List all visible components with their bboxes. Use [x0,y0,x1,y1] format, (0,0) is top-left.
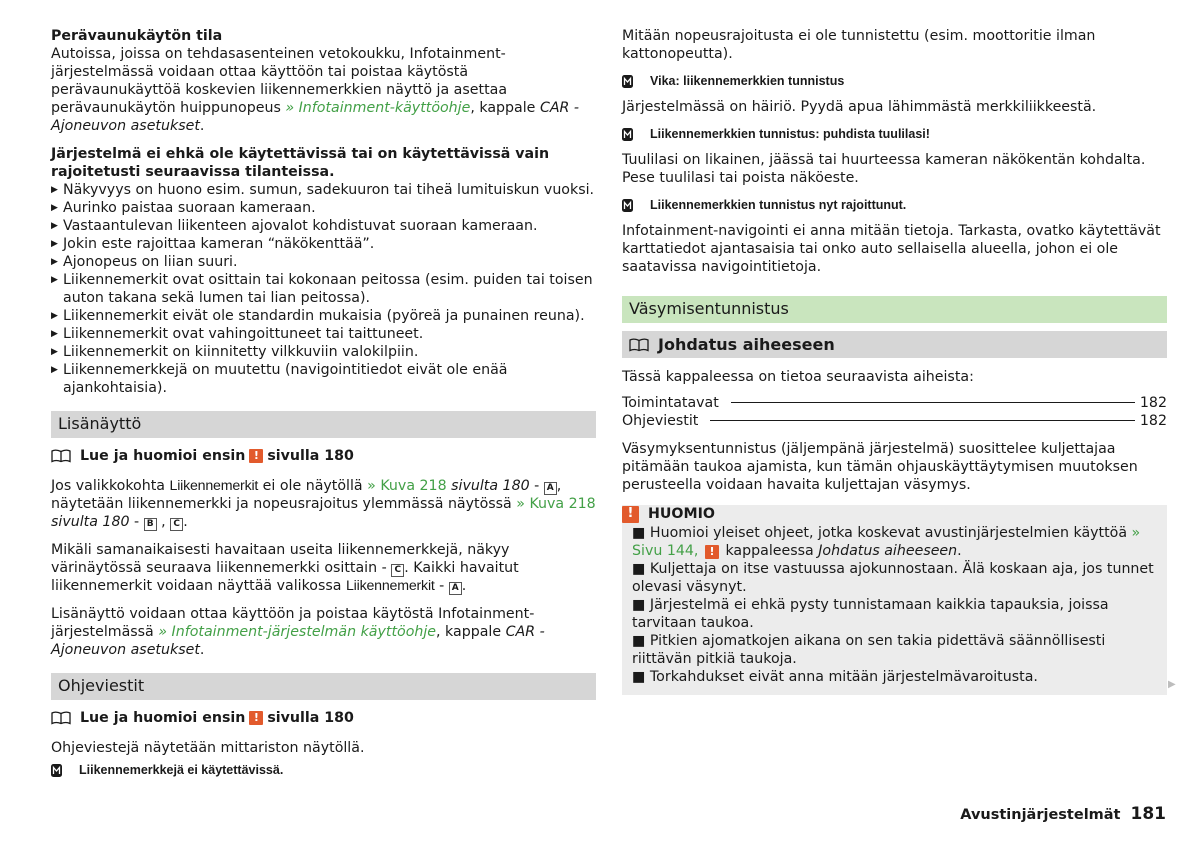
list-item: ▶ Jokin este rajoittaa kameran “näkökenttää”. [51,235,596,253]
infotainment-manual-link[interactable]: » Infotainment-käyttöohje [285,100,471,116]
callout-c: C [170,518,183,531]
list-item: ▶ Liikennemerkit eivät ole standardin mukaisia (pyöreä ja punainen reuna). [51,307,596,325]
callout-a: A [449,582,462,595]
list-item: ▶ Liikennemerkit on kiinnitetty vilkkuviin valokilpiin. [51,343,596,361]
toc-entry[interactable]: Toimintatavat 182 [622,395,1167,411]
fatigue-body: Väsymyksentunnistus (jäljempänä järjestelmä) suosittelee kuljettajaa pitämään taukoa ajamista, kun tämän ohjauskäyttäytymisen muutoksen perusteella voidaan havaita kuljettajan väsymys. [622,441,1138,493]
figure-218-link[interactable]: » Kuva 218 [367,478,447,494]
section-heading-ohjeviestit: Ohjeviestit [51,673,596,700]
left-column [51,27,596,787]
fault-text: Järjestelmässä on häiriö. Pyydä apua lähimmästä merkkiliikkeestä. [622,99,1097,115]
section-heading-lisanaytto: Lisänäyttö [51,411,596,438]
clean-windscreen-text: Tuulilasi on likainen, jäässä tai huurteessa kameran näkökentän kohdalta. Pese tuulilasi tai poista näköeste. [622,152,1146,186]
list-item: ▶ Ajonopeus on liian suuri. [51,253,596,271]
right-column [622,27,1167,695]
trailer-mode-body: Autoissa, joissa on tehdasasenteinen vetokoukku, Infotainment-järjestelmässä voidaan ottaa käyttöön tai poistaa käytöstä perävaunukäyttöä koskevien liikennemerkkien näyttö ja asettaa perävaunukäytön huippunopeus » Infotainment-käyttöohje, kappale CAR - Ajoneuvon asetukset. [51,46,580,134]
intro-text: Tässä kappaleessa on tietoa seuraavista aiheista: [622,369,974,385]
page-number: 181 [1130,804,1166,824]
toc-entry[interactable]: Ohjeviestit 182 [622,413,1167,429]
instrument-message-icon [51,764,62,777]
warning-note [622,505,1167,695]
book-icon [51,449,71,463]
no-speed-limit-text: Mitään nopeusrajoitusta ei ole tunnistettu (esim. moottoritie ilman kattonopeutta). [622,28,1096,62]
callout-c: C [391,564,404,577]
warning-icon: ! [249,711,263,725]
figure-218-link[interactable]: » Kuva 218 [516,496,596,512]
instrument-message: Liikennemerkkien tunnistus nyt rajoittunut. [622,196,1167,214]
page-footer [960,805,1166,824]
toc-leader [731,402,1135,403]
list-item: ▶ Näkyvyys on huono esim. sumun, sadekuuron tai tiheä lumituiskun vuoksi. [51,181,596,199]
trailer-mode-title: Perävaunukäytön tila [51,28,223,44]
lisanaytto-paragraph-3: Lisänäyttö voidaan ottaa käyttöön ja poistaa käytöstä Infotainment-järjestelmässä » Infotainment-järjestelmän käyttöohje, kappale CAR - Ajoneuvon asetukset. [51,606,545,658]
instrument-message: Vika: liikennemerkkien tunnistus [622,72,1167,90]
warning-icon: ! [249,449,263,463]
list-item: ■ Huomioi yleiset ohjeet, jotka koskevat avustinjärjestelmien käyttöä » Sivu 144, ! kappaleessa Johdatus aiheeseen. [632,525,1141,559]
page-144-link[interactable]: » Sivu 144, [632,525,1141,559]
limitations-title: Järjestelmä ei ehkä ole käytettävissä tai on käytettävissä vain rajoitetusti seuraavissa tilanteissa. [51,146,550,180]
navigation-data-text: Infotainment-navigointi ei anna mitään tietoja. Tarkasta, ovatko käytettävät karttatiedot ajantasaisia tai onko auto sellaisella alueella, johon ei ole saatavissa navigointitietoja. [622,223,1161,275]
lisanaytto-paragraph-2: Mikäli samanaikaisesti havaitaan useita liikennemerkkejä, näkyy värinäytössä seuraava liikennemerkki osittain - C . Kaikki havaitut liikennemerkit voidaan näyttää valikossa Liikennemerkit - A . [51,542,519,594]
read-first-note: Lue ja huomioi ensin ! sivulla 180 [51,447,596,465]
section-heading-vasymisentunnistus: Väsymisentunnistus [622,296,1167,323]
instrument-message: Liikennemerkkejä ei käytettävissä. [51,761,596,779]
toc-leader [710,420,1135,421]
warning-icon: ! [705,545,719,559]
instrument-message: Liikennemerkkien tunnistus: puhdista tuulilasi! [622,125,1167,143]
instrument-message-icon [622,75,633,88]
read-first-note: Lue ja huomioi ensin ! sivulla 180 [51,709,596,727]
book-icon [51,711,71,725]
footer-section-title: Avustinjärjestelmät [960,807,1121,823]
list-item: ▶ Liikennemerkit ovat osittain tai kokonaan peitossa (esim. puiden tai toisen auton takana sekä lumen tai lian peitossa). [51,271,596,307]
warning-icon: ! [622,506,639,523]
book-icon [629,338,649,352]
limitations-list [51,181,596,397]
list-item: ▶ Aurinko paistaa suoraan kameraan. [51,199,596,217]
callout-a: A [544,482,557,495]
list-item: ■ Järjestelmä ei ehkä pysty tunnistamaan kaikkia tapauksia, joissa tarvitaan taukoa. [632,597,1109,631]
list-item: ▶ Liikennemerkit ovat vahingoittuneet tai taittuneet. [51,325,596,343]
instrument-message-icon [622,128,633,141]
infotainment-manual-link[interactable]: » Infotainment-järjestelmän käyttöohje [158,624,437,640]
instrument-message-icon [622,199,633,212]
callout-b: B [144,518,157,531]
next-page-arrow-icon[interactable]: ▶ [1168,679,1176,690]
list-item: ■ Kuljettaja on itse vastuussa ajokunnostaan. Älä koskaan aja, jos tunnet olevasi väsynyt. [632,561,1154,595]
warning-note-header: ! HUOMIO [632,505,1157,523]
list-item: ■ Torkahdukset eivät anna mitään järjestelmävaroitusta. [632,669,1038,685]
list-item: ▶ Liikennemerkkejä on muutettu (navigointitiedot eivät ole enää ajankohtaisia). [51,361,596,397]
list-item: ▶ Vastaantulevan liikenteen ajovalot kohdistuvat suoraan kameraan. [51,217,596,235]
section-heading-johdatus: Johdatus aiheeseen [622,331,1167,358]
lisanaytto-paragraph-1: Jos valikkokohta Liikennemerkit ei ole näytöllä » Kuva 218 sivulta 180 - A , näytetään liikennemerkki ja nopeusrajoitus ylemmässä näytössä » Kuva 218 sivulta 180 - B , C . [51,478,596,530]
list-item: ■ Pitkien ajomatkojen aikana on sen takia pidettävä säännöllisesti riittävän pitkiä taukoja. [632,633,1106,667]
ohjeviestit-body: Ohjeviestejä näytetään mittariston näytöllä. [51,740,365,756]
